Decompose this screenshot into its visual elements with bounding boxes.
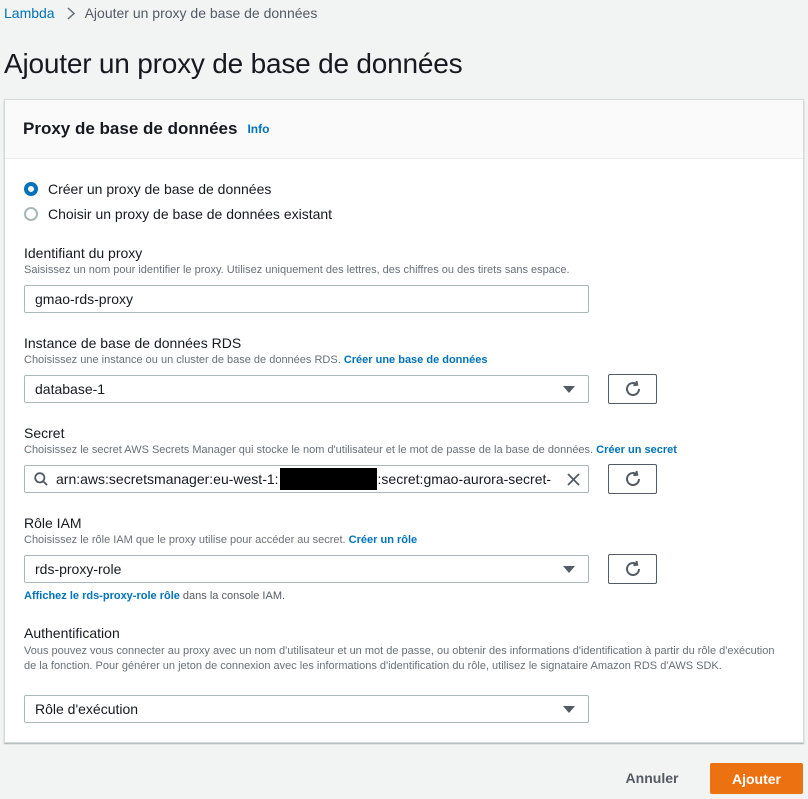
- secret-value: [56, 468, 563, 490]
- caret-down-icon: [563, 706, 575, 713]
- refresh-icon: [624, 560, 642, 578]
- refresh-icon: [624, 470, 642, 488]
- radio-create-proxy-label: Créer un proxy de base de données: [48, 181, 272, 197]
- radio-checked-icon[interactable]: [24, 182, 38, 196]
- panel-title: Proxy de base de données: [23, 119, 238, 138]
- iam-role-refresh-button[interactable]: [608, 554, 657, 584]
- radio-unchecked-icon[interactable]: [24, 207, 38, 221]
- secret-value-suffix: :secret:gmao-aurora-secret-: [377, 471, 552, 487]
- create-secret-link[interactable]: Créer un secret: [596, 444, 677, 456]
- authentication-description: Vous pouvez vous connecter au proxy avec un nom d'utilisateur et un mot de passe, ou obtenir des informations d'identification à partir du rôle d'exécution de la fonction. Pour générer un jeton de connexion avec les informations d'identification du rôle, utilisez le signataire Amazon RDS d'AWS SDK.: [24, 645, 775, 672]
- secret-description: [24, 444, 677, 456]
- iam-role-label: Rôle IAM: [24, 515, 82, 531]
- caret-down-icon: [563, 386, 575, 393]
- secret-search-input[interactable]: [24, 465, 589, 493]
- clear-icon[interactable]: [567, 473, 580, 486]
- chevron-right-icon: [67, 7, 75, 20]
- secret-description-text: Choisissez le secret AWS Secrets Manager qui stocke le nom d'utilisateur et le mot de passe de la base de données.: [24, 444, 594, 456]
- view-role-suffix: dans la console IAM.: [179, 590, 286, 602]
- authentication-select[interactable]: [24, 695, 589, 723]
- caret-down-icon: [563, 566, 575, 573]
- page-title: Ajouter un proxy de base de données: [4, 48, 463, 79]
- breadcrumb: [4, 5, 317, 21]
- database-proxy-panel: [4, 99, 804, 743]
- secret-refresh-button[interactable]: [608, 464, 657, 494]
- iam-role-value: rds-proxy-role: [35, 561, 122, 577]
- rds-instance-refresh-button[interactable]: [608, 374, 657, 404]
- refresh-icon: [624, 380, 642, 398]
- iam-role-select[interactable]: [24, 555, 589, 583]
- rds-instance-value: database-1: [35, 381, 106, 397]
- rds-instance-select[interactable]: [24, 375, 589, 403]
- radio-create-proxy[interactable]: [24, 181, 271, 197]
- rds-instance-label: Instance de base de données RDS: [24, 335, 242, 351]
- info-link[interactable]: Info: [247, 122, 270, 136]
- breadcrumb-lambda-link[interactable]: Lambda: [4, 5, 55, 21]
- secret-label: Secret: [24, 425, 65, 441]
- create-database-link[interactable]: Créer une base de données: [343, 354, 488, 366]
- view-role-note: [24, 590, 285, 602]
- iam-role-description: [24, 534, 417, 546]
- view-role-link[interactable]: Affichez le rds-proxy-role rôle: [24, 590, 180, 602]
- add-button[interactable]: Ajouter: [710, 763, 803, 794]
- secret-value-prefix: arn:aws:secretsmanager:eu-west-1:: [56, 471, 279, 487]
- rds-instance-description-text: Choisissez une instance ou un cluster de base de données RDS.: [24, 354, 341, 366]
- iam-role-description-text: Choisissez le rôle IAM que le proxy utilise pour accéder au secret.: [24, 534, 346, 546]
- redacted-block: [280, 468, 377, 490]
- proxy-id-label: Identifiant du proxy: [24, 245, 143, 261]
- proxy-id-input[interactable]: gmao-rds-proxy: [24, 285, 589, 313]
- cancel-button[interactable]: Annuler: [625, 770, 679, 786]
- proxy-id-description: Saisissez un nom pour identifier le proxy. Utilisez uniquement des lettres, des chiffres ou des tirets sans espace.: [24, 264, 570, 276]
- search-icon: [34, 472, 48, 486]
- panel-header: [5, 100, 803, 159]
- create-role-link[interactable]: Créer un rôle: [348, 534, 418, 546]
- breadcrumb-current: Ajouter un proxy de base de données: [84, 5, 318, 21]
- authentication-label: Authentification: [24, 625, 120, 641]
- radio-existing-proxy[interactable]: [24, 206, 332, 222]
- radio-existing-proxy-label: Choisir un proxy de base de données existant: [48, 206, 333, 222]
- authentication-value: Rôle d'exécution: [35, 701, 139, 717]
- rds-instance-description: [24, 354, 487, 366]
